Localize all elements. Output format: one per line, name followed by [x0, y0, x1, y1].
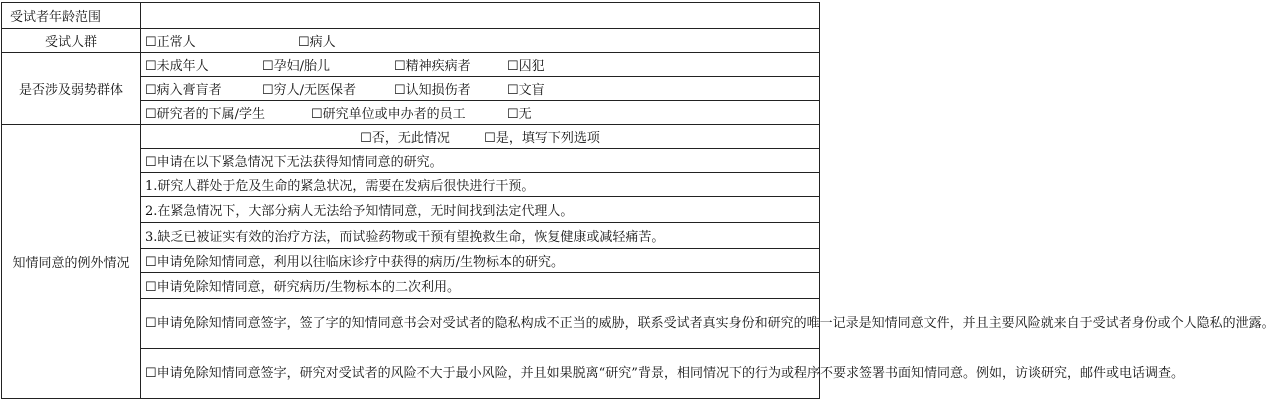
- row-age-range: [2, 3, 820, 29]
- option-mental-illness[interactable]: ☐精神疾病者: [394, 59, 471, 74]
- exception-emergency-3: 3.缺乏已被证实有效的治疗方法，而试验药物或干预有望挽救生命，恢复健康或减轻痛苦。: [141, 223, 820, 249]
- exception-secondary-use[interactable]: ☐申请免除知情同意，研究病历/生物标本的二次利用。: [141, 273, 820, 299]
- consent-exception-label: 知情同意的例外情况: [2, 125, 141, 399]
- vulnerable-label: 是否涉及弱势群体: [2, 53, 141, 125]
- vulnerable-options-2: [141, 77, 820, 101]
- option-illiterate[interactable]: ☐文盲: [507, 83, 545, 98]
- exception-emergency-1: 1.研究人群处于危及生命的紧急状况，需要在发病后很快进行干预。: [141, 173, 820, 197]
- exception-prior-records[interactable]: ☐申请免除知情同意，利用以往临床诊疗中获得的病历/生物标本的研究。: [141, 249, 820, 273]
- vulnerable-options-1: [141, 53, 820, 77]
- row-vulnerable-1: [2, 53, 820, 77]
- option-terminal[interactable]: ☐病入膏肓者: [145, 83, 222, 98]
- vulnerable-options-3: [141, 101, 820, 125]
- row-population: [2, 29, 820, 53]
- option-poor[interactable]: ☐穷人/无医保者: [262, 83, 357, 98]
- choice-no[interactable]: ☐否，无此情况: [360, 131, 450, 146]
- age-range-value[interactable]: [141, 3, 820, 29]
- option-pregnant[interactable]: ☐孕妇/胎儿: [262, 59, 331, 74]
- exception-signature-minimal-risk[interactable]: ☐申请免除知情同意签字，研究对受试者的风险不大于最小风险，并且如果脱离“研究”背景，相同情况下的行为或程序不要求签署书面知情同意。例如，访谈研究，邮件或电话调查。: [141, 349, 820, 399]
- exception-emergency[interactable]: ☐申请在以下紧急情况下无法获得知情同意的研究。: [141, 149, 820, 173]
- option-employee[interactable]: ☐研究单位或申办者的员工: [311, 107, 466, 122]
- exception-emergency-2: 2.在紧急情况下，大部分病人无法给予知情同意，无时间找到法定代理人。: [141, 197, 820, 223]
- option-none[interactable]: ☐无: [507, 107, 532, 122]
- option-healthy[interactable]: ☐正常人: [145, 35, 196, 50]
- population-label: 受试人群: [2, 29, 141, 53]
- option-prisoner[interactable]: ☐囚犯: [507, 59, 545, 74]
- age-range-label: 受试者年龄范围: [2, 3, 141, 29]
- option-cognitive[interactable]: ☐认知损伤者: [394, 83, 471, 98]
- row-exception-choice: [2, 125, 820, 149]
- option-patient[interactable]: ☐病人: [298, 35, 336, 50]
- form-table: [1, 2, 1275, 399]
- option-minor[interactable]: ☐未成年人: [145, 59, 209, 74]
- choice-yes[interactable]: ☐是，填写下列选项: [484, 131, 600, 146]
- option-subordinate[interactable]: ☐研究者的下属/学生: [145, 107, 266, 122]
- population-options: [141, 29, 820, 53]
- exception-choice: [141, 125, 820, 149]
- exception-signature-privacy[interactable]: ☐申请免除知情同意签字，签了字的知情同意书会对受试者的隐私构成不正当的威胁，联系受试者真实身份和研究的唯一记录是知情同意文件，并且主要风险就来自于受试者身份或个人隐私的泄露。: [141, 299, 820, 349]
